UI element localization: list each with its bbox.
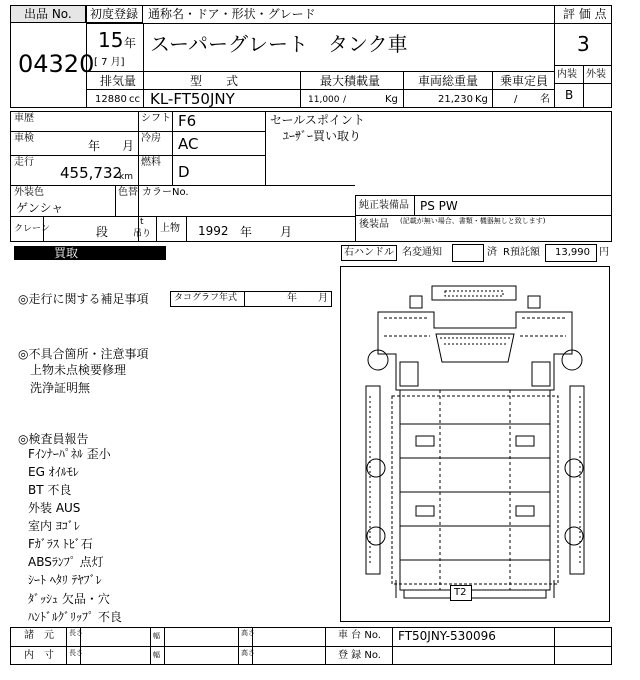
year-unit: 年 [124,36,137,50]
recycle-label: R預託額 [503,247,540,258]
inspector-line: ｼｰﾄ ﾍﾀﾘ ﾃﾔﾌﾞﾚ [28,573,102,587]
steering-value: 右ハンドル [344,247,394,258]
mileage-value: 455,732 [60,164,123,182]
vehicle-name: スーパーグレート タンク車 [150,32,408,56]
mileage-label: 走行 [14,157,34,168]
superstructure-year: 1992 [198,224,229,238]
chassis-number: FT50JNY-530096 [398,629,496,643]
running-remarks-label: ◎走行に関する補足事項 [18,292,149,306]
name-change-label: 名変通知 [402,247,442,258]
lot-label: 出品 No. [24,7,72,21]
defects-label: ◎不具合箇所・注意事項 [18,347,149,361]
superstructure-label: 上物 [160,223,180,234]
crane-lift-unit: 吊り [133,229,152,239]
color-code-label: カラーNo. [142,187,189,198]
diagram-marker: T2 [454,587,467,598]
shift-value: F6 [178,112,197,130]
gross-weight-value: 21,230 [438,94,473,105]
displacement-unit: cc [129,94,140,105]
inspector-line: ﾊﾝﾄﾞﾙｸﾞﾘｯﾌﾟ 不良 [28,610,122,624]
dimensions-label: 内 寸 [24,650,54,661]
height-label-2: 高さ [241,649,255,657]
truck-diagram [340,266,610,622]
length-label-2: 長さ [69,649,83,657]
width-label: 幅 [153,632,160,640]
ac-value: AC [178,135,199,153]
defect-item: 洗浄証明無 [30,381,91,395]
history-label: 車歴 [14,113,34,124]
sales-point-label: セールスポイント [270,113,365,127]
tacho-year-unit: 年 [287,293,297,304]
capacity-slash: / [514,94,518,105]
chassis-label: 車 台 No. [338,630,381,641]
inspection-month-unit: 月 [122,139,135,153]
tacho-label: タコグラフ年式 [174,293,238,303]
inspection-year-unit: 年 [88,139,101,153]
score-value: 3 [577,32,590,56]
inspector-line: 室内 ﾖｺﾞﾚ [28,519,80,533]
specs-label: 諸 元 [24,630,54,641]
tax-label: 済 [487,247,497,258]
max-load-label: 最大積載量 [320,74,381,88]
inspector-line: Fｲﾝﾅｰﾊﾟﾈﾙ 歪小 [28,447,111,461]
exterior-color-label: 外装色 [14,187,44,198]
width-label-2: 幅 [153,651,160,659]
fuel-value: D [178,163,190,181]
inspector-line: 外装 AUS [28,501,81,515]
fuel-label: 燃料 [141,157,161,168]
height-label: 高さ [241,629,255,637]
aftermarket-note: (記載が無い場合、書類・機器無しと致します) [400,217,546,225]
defect-item: 上物未点検要修理 [30,363,127,377]
capacity-label: 乗車定員 [500,74,549,88]
length-label: 長さ [69,629,83,637]
displacement-label: 排気量 [100,74,137,88]
color-change-label: 色替 [118,187,138,198]
score-label: 評 価 点 [563,7,607,21]
inspector-line: BT 不良 [28,483,72,497]
capacity-unit: 名 [540,94,550,105]
model-label: 型 式 [190,74,239,88]
equipment-value: PS PW [420,199,458,213]
model-value: KL-FT50JNY [150,90,235,108]
interior-grade: B [565,88,574,102]
inspector-label: ◎検査員報告 [18,432,89,446]
lot-number: 04320 [18,50,95,78]
crane-step-unit: 段 [96,225,109,239]
gross-weight-label: 車両総重量 [418,74,479,88]
ac-label: 冷房 [141,133,161,144]
inspection-label: 車検 [14,133,34,144]
max-load-slash: / [343,95,347,105]
tacho-month-unit: 月 [318,293,328,304]
inspector-line: Fｶﾞﾗｽ ﾄﾋﾞ石 [28,537,93,551]
first-reg-label: 初度登録 [90,7,139,21]
registration-label: 登 録 No. [338,650,381,661]
name-change-box [452,244,484,262]
recycle-amount: 13,990 [555,247,590,258]
first-reg-year: 15 [98,28,124,52]
purchase-label: 買取 [54,246,79,260]
superstructure-month-unit: 月 [280,225,293,239]
interior-label: 内装 [557,69,577,80]
gross-weight-unit: Kg [475,94,488,105]
inspector-line: ABSﾗﾝﾌﾟ 点灯 [28,555,104,569]
crane-ton-unit: t [140,217,144,227]
currency-unit: 円 [599,247,609,258]
purchase-bar [14,246,166,260]
first-reg-month: [ 7 月] [94,57,125,68]
shift-label: シフト [141,113,171,124]
exterior-color-value: ゲンシャ [16,201,64,215]
max-load-value: 11,000 [308,95,340,105]
aftermarket-label: 後装品 [359,219,389,230]
max-load-unit: Kg [385,94,398,105]
equipment-label: 純正装備品 [359,200,409,211]
crane-label: クレーン [14,224,50,234]
superstructure-year-unit: 年 [240,225,253,239]
name-label: 通称名・ドア・形状・グレード [148,7,316,21]
inspector-line: EG ｵｲﾙﾓﾚ [28,465,79,479]
mileage-unit: km [119,172,133,182]
exterior-label: 外装 [586,69,606,80]
displacement-value: 12880 [95,94,127,105]
sales-point-text: ﾕｰｻﾞｰ買い取り [283,129,362,143]
inspector-line: ﾀﾞｯｼｭ 欠品・穴 [28,592,110,606]
